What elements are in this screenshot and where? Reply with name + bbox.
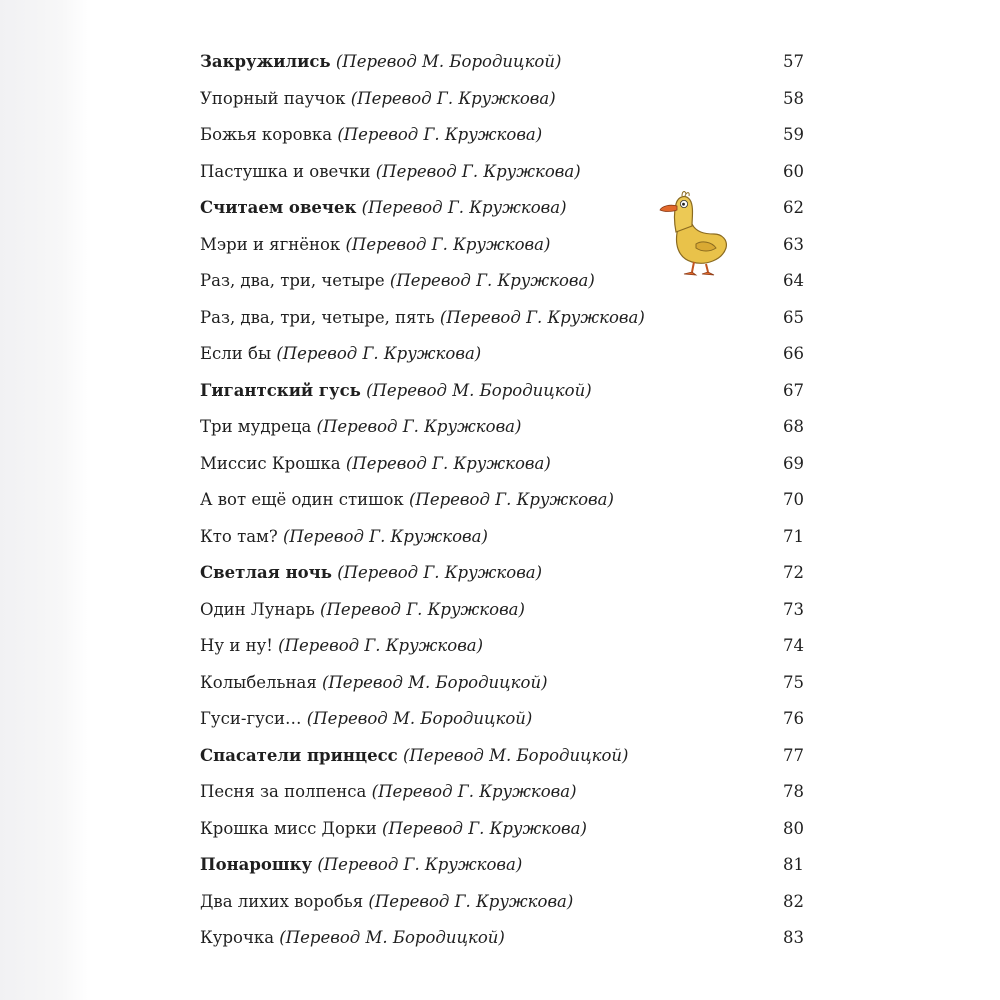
entry-page-number: 76 [783,709,804,728]
entry-page-number: 62 [783,198,804,217]
toc-entry[interactable] [200,44,804,81]
toc-entry[interactable] [200,482,804,519]
entry-page-number: 67 [783,380,804,400]
entry-page-number: 64 [783,271,804,290]
entry-title: Светлая ночь [200,563,332,582]
entry-page-number: 82 [783,891,804,911]
toc-entry[interactable] [200,738,804,775]
entry-title: Ну и ну! [200,636,273,655]
entry-translator: (Перевод Г. Кружкова) [320,599,525,619]
entry-translator: (Перевод Г. Кружкова) [375,161,581,181]
entry-page-number: 59 [783,125,804,144]
entry-title: Два лихих воробья [200,891,364,911]
toc-entry[interactable] [200,336,804,373]
entry-title: Кто там? [200,526,278,546]
entry-title: Упорный паучок [200,88,346,108]
entry-translator: (Перевод М. Бородицкой) [366,380,592,400]
toc-entry[interactable] [200,300,804,337]
entry-title: Мэри и ягнёнок [200,234,341,254]
entry-page-number: 57 [783,52,804,71]
duckling-feet [684,272,714,275]
entry-page-number: 58 [783,88,804,108]
toc-entry[interactable] [200,592,804,629]
entry-translator: (Перевод М. Бородицкой) [279,928,505,947]
entry-page-number: 75 [783,672,804,692]
entry-page-number: 71 [783,526,804,546]
toc-entry[interactable] [200,519,804,556]
entry-title: А вот ещё один стишок [200,490,404,509]
entry-translator: (Перевод М. Бородицкой) [306,709,533,728]
entry-page-number: 78 [783,782,804,801]
page-gutter [0,0,88,1000]
entry-page-number: 69 [783,453,804,473]
entry-translator: (Перевод Г. Кружкова) [439,307,645,327]
entry-translator: (Перевод Г. Кружкова) [371,782,577,801]
entry-translator: (Перевод Г. Кружкова) [368,891,574,911]
entry-translator: (Перевод Г. Кружкова) [389,271,595,290]
toc-entry[interactable] [200,555,804,592]
entry-title: Божья коровка [200,125,333,144]
entry-translator: (Перевод М. Бородицкой) [402,745,629,765]
entry-title: Крошка мисс Дорки [200,818,377,838]
toc-entry[interactable] [200,409,804,446]
entry-title: Раз, два, три, четыре, пять [200,307,435,327]
entry-title: Один Лунарь [200,599,315,619]
entry-translator: (Перевод Г. Кружкова) [317,855,523,874]
entry-translator: (Перевод Г. Кружкова) [276,344,482,363]
entry-title: Раз, два, три, четыре [200,271,385,290]
toc-entry[interactable] [200,81,804,118]
toc-entry[interactable] [200,920,804,957]
entry-page-number: 63 [783,234,804,254]
entry-translator: (Перевод Г. Кружкова) [316,417,522,436]
entry-page-number: 72 [783,563,804,582]
entry-title: Миссис Крошка [200,453,341,473]
entry-page-number: 74 [783,636,804,655]
toc-entry[interactable] [200,701,804,738]
entry-page-number: 80 [783,818,804,838]
entry-title: Гуси-гуси… [200,709,302,728]
entry-translator: (Перевод М. Бородицкой) [335,52,562,71]
entry-translator: (Перевод Г. Кружкова) [278,636,484,655]
entry-title: Гигантский гусь [200,380,361,400]
entry-translator: (Перевод Г. Кружкова) [382,818,587,838]
entry-page-number: 66 [783,344,804,363]
entry-title: Курочка [200,928,275,947]
entry-title: Понарошку [200,855,313,874]
entry-title: Спасатели принцесс [200,745,398,765]
toc-entry[interactable] [200,811,804,848]
entry-title: Колыбельная [200,672,317,692]
entry-translator: (Перевод Г. Кружкова) [409,490,614,509]
entry-translator: (Перевод Г. Кружкова) [337,563,543,582]
entry-translator: (Перевод Г. Кружкова) [282,526,488,546]
entry-title: Пастушка и овечки [200,161,371,181]
duckling-tuft [682,192,689,196]
entry-page-number: 60 [783,161,804,181]
entry-title: Три мудреца [200,417,312,436]
entry-title: Песня за полпенса [200,782,367,801]
entry-translator: (Перевод Г. Кружкова) [345,453,551,473]
entry-title: Считаем овечек [200,198,357,217]
entry-translator: (Перевод Г. Кружкова) [337,125,543,144]
entry-translator: (Перевод Г. Кружкова) [345,234,551,254]
entry-title: Если бы [200,344,272,363]
entry-translator: (Перевод М. Бородицкой) [321,672,548,692]
toc-entry[interactable] [200,774,804,811]
entry-page-number: 73 [783,599,804,619]
toc-entry[interactable] [200,628,804,665]
toc-entry[interactable] [200,117,804,154]
entry-page-number: 70 [783,490,804,509]
toc-entry[interactable] [200,884,804,921]
entry-translator: (Перевод Г. Кружкова) [361,198,567,217]
entry-translator: (Перевод Г. Кружкова) [350,88,556,108]
toc-entry[interactable] [200,446,804,483]
toc-entry[interactable] [200,154,804,191]
entry-page-number: 77 [783,745,804,765]
table-of-contents [200,44,804,957]
entry-title: Закружились [200,52,331,71]
toc-entry[interactable] [200,665,804,702]
entry-page-number: 68 [783,417,804,436]
entry-page-number: 65 [783,307,804,327]
duckling-beak [660,205,677,211]
duckling-icon [652,188,732,278]
toc-entry[interactable] [200,847,804,884]
entry-page-number: 83 [783,928,804,947]
toc-entry[interactable] [200,373,804,410]
entry-page-number: 81 [783,855,804,874]
